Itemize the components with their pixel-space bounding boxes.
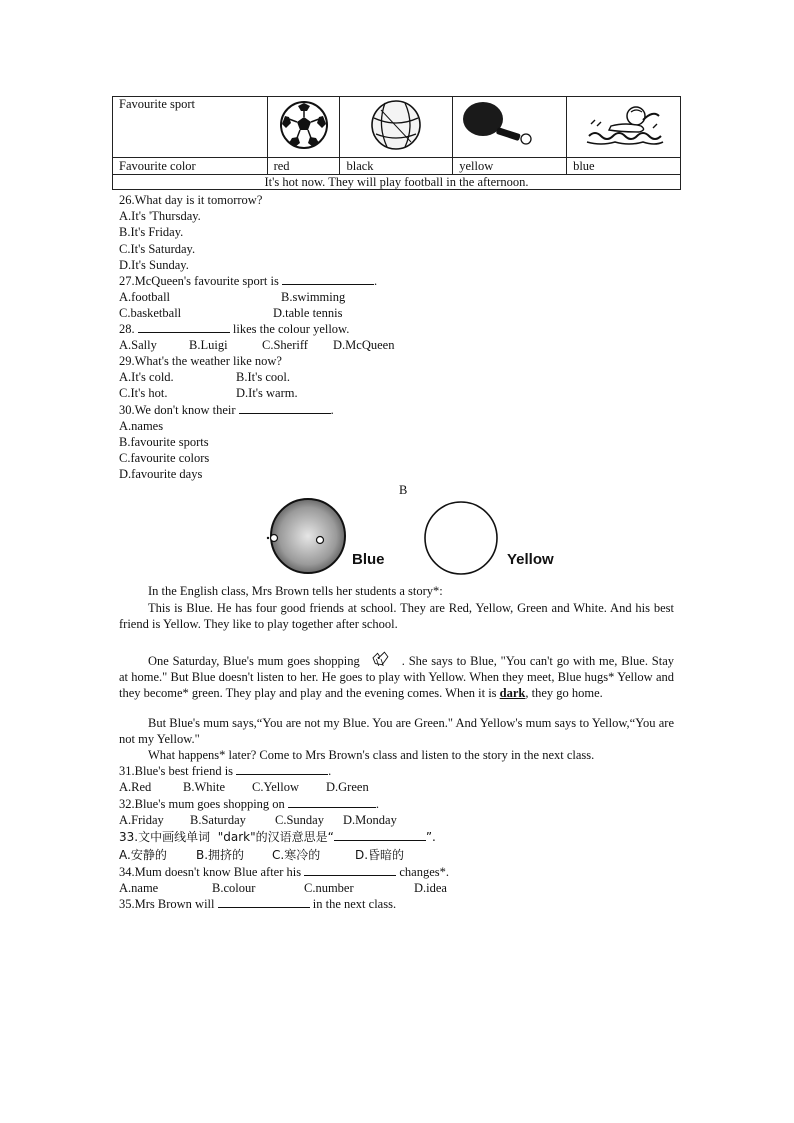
story-paragraph-4: But Blue's mum says,“You are not my Blue. You are Green." And Yellow's mum says to Yellow,“You are not my Yellow." <box>119 716 674 746</box>
option-a: A.football <box>119 290 171 304</box>
answer-blank[interactable] <box>282 273 374 285</box>
story-paragraph-3: One Saturday, Blue's mum goes shopping . She says to Blue, "You can't go with me, Blue. Stay at home." But Blue doesn't listen to her. He goes to play with Yellow. When they meet, Blue hugs* Yellow and they become* green. They play and play and the evening comes. When it is dark, they go home. <box>119 651 674 701</box>
option-b: B.It's Friday. <box>119 225 184 239</box>
section-b-title: B <box>399 483 408 497</box>
option-b: B.colour <box>212 881 256 895</box>
option-b: B.Luigi <box>189 338 228 352</box>
answer-blank[interactable] <box>218 896 310 908</box>
answer-blank[interactable] <box>138 321 230 333</box>
table-caption: It's hot now. They will play football in the afternoon. <box>113 175 681 190</box>
option-d: D.idea <box>414 881 447 895</box>
question-28: 28. likes the colour yellow. <box>119 322 350 336</box>
answer-blank[interactable] <box>236 763 328 775</box>
story-paragraph-5: What happens* later? Come to Mrs Brown's class and listen to the story in the next class. <box>148 748 595 762</box>
option-d: D.McQueen <box>333 338 395 352</box>
blue-circle-illustration <box>262 496 354 576</box>
shopping-bag-icon <box>363 651 399 667</box>
option-c: C.It's Saturday. <box>119 242 196 256</box>
color-cell: black <box>340 158 453 175</box>
option-d: D.It's Sunday. <box>119 258 189 272</box>
question-26: 26.What day is it tomorrow? <box>119 193 263 207</box>
option-a: A.It's cold. <box>119 370 174 384</box>
color-cell: yellow <box>453 158 567 175</box>
table-tennis-icon <box>453 97 567 158</box>
option-c: C.寒冷的 <box>272 848 321 862</box>
yellow-circle-illustration <box>421 500 501 578</box>
answer-blank[interactable] <box>239 402 331 414</box>
option-a: A.It's 'Thursday. <box>119 209 201 223</box>
option-a: A.Sally <box>119 338 157 352</box>
option-b: B.Saturday <box>190 813 246 827</box>
option-d: D.Green <box>326 780 369 794</box>
option-b: B.swimming <box>281 290 346 304</box>
option-c: C.number <box>304 881 354 895</box>
option-c: C.basketball <box>119 306 182 320</box>
option-b: B.White <box>183 780 226 794</box>
question-34: 34.Mum doesn't know Blue after his changes*. <box>119 865 449 879</box>
favourites-table <box>112 96 681 190</box>
option-d: D.table tennis <box>273 306 343 320</box>
answer-blank[interactable] <box>304 864 396 876</box>
option-a: A.name <box>119 881 159 895</box>
question-32: 32.Blue's mum goes shopping on . <box>119 797 380 811</box>
swimming-icon <box>567 97 681 158</box>
option-c: C.Sunday <box>275 813 324 827</box>
color-cell: red <box>267 158 340 175</box>
option-a: A.names <box>119 419 164 433</box>
question-30: 30.We don't know their . <box>119 403 334 417</box>
question-33: 33.文中画线单词 "dark"的汉语意思是“ ”. <box>119 830 436 844</box>
story-paragraph-1: In the English class, Mrs Brown tells her students a story*: <box>148 584 443 598</box>
option-a: A.安静的 <box>119 848 167 862</box>
question-31: 31.Blue's best friend is . <box>119 764 332 778</box>
color-cell: blue <box>567 158 681 175</box>
favourite-sport-label: Favourite sport <box>113 97 268 158</box>
option-a: A.Red <box>119 780 152 794</box>
option-c: C.favourite colors <box>119 451 210 465</box>
option-c: C.Yellow <box>252 780 300 794</box>
option-b: B.拥挤的 <box>196 848 245 862</box>
option-c: C.It's hot. <box>119 386 168 400</box>
option-a: A.Friday <box>119 813 164 827</box>
option-d: D.It's warm. <box>236 386 298 400</box>
option-c: C.Sheriff <box>262 338 308 352</box>
basketball-icon <box>340 97 453 158</box>
question-27: 27.McQueen's favourite sport is . <box>119 274 378 288</box>
answer-blank[interactable] <box>288 796 376 808</box>
option-d: D.Monday <box>343 813 397 827</box>
football-icon <box>267 97 340 158</box>
answer-blank[interactable] <box>334 829 426 841</box>
option-b: B.It's cool. <box>236 370 290 384</box>
yellow-label: Yellow <box>507 551 554 568</box>
option-d: D.昏暗的 <box>355 848 405 862</box>
story-paragraph-2: This is Blue. He has four good friends at school. They are Red, Yellow, Green and White. And his best friend is Yellow. They like to play together after school. <box>119 601 674 631</box>
question-35: 35.Mrs Brown will in the next class. <box>119 897 397 911</box>
underlined-word-dark: dark <box>499 686 526 700</box>
question-29: 29.What's the weather like now? <box>119 354 282 368</box>
favourite-color-label: Favourite color <box>113 158 268 175</box>
option-b: B.favourite sports <box>119 435 209 449</box>
option-d: D.favourite days <box>119 467 203 481</box>
blue-label: Blue <box>352 551 385 568</box>
